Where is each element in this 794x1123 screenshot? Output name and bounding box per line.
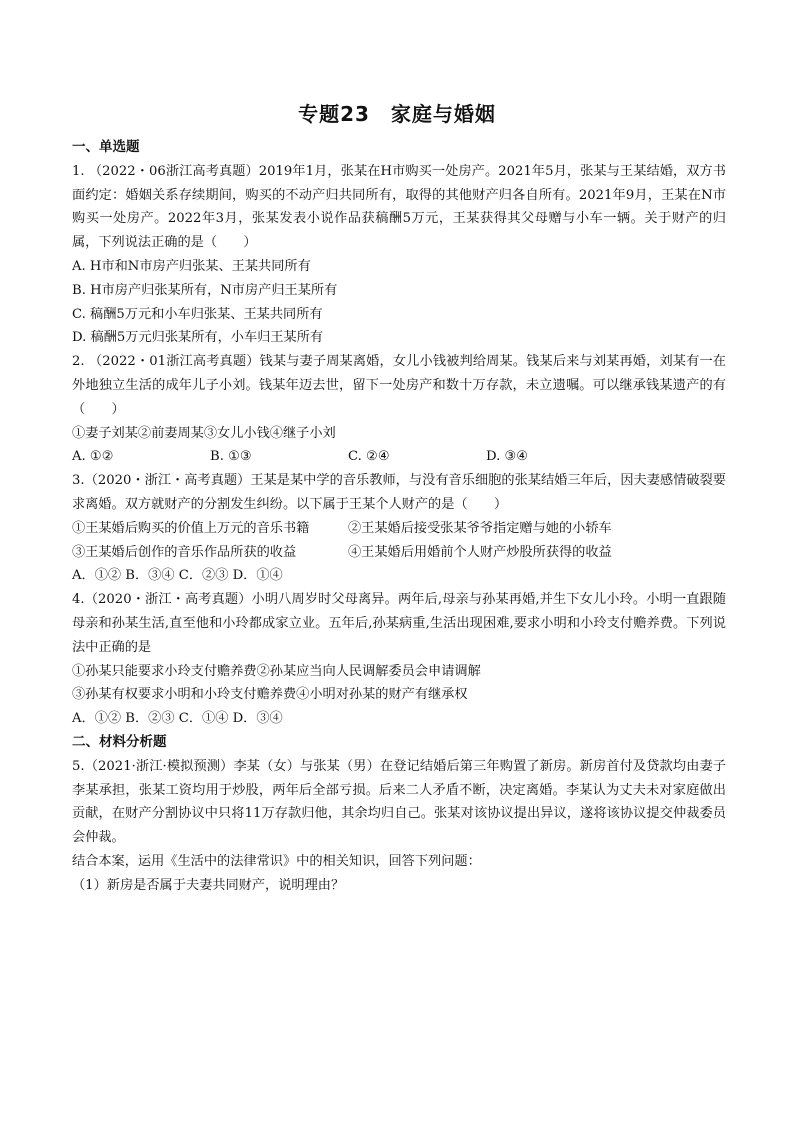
question-4-options: A．①② B．②③ C．①④ D．③④ [72,711,283,727]
question-5-subquestion-1: （1）新房是否属于夫妻共同财产，说明理由？ [72,877,345,893]
question-3 [72,469,726,588]
question-1-option-d: D. 稿酬5万元归张某所有，小车归王某所有 [72,330,324,346]
question-3-statement-3: ③王某婚后创作的音乐作品所获的收益 [72,544,297,560]
question-2 [72,350,726,469]
question-2-option-a: A. ①② [72,449,114,465]
question-3-statement-4: ④王某婚后用婚前个人财产炒股所获得的收益 [348,544,612,560]
document-body [72,136,726,898]
question-5-stem: 5.（2021·浙江·模拟预测）李某（女）与张某（男）在登记结婚后第三年购置了新房。新房首付及贷款均由妻子李某承担，张某工资均用于炒股，两年后全部亏损。后来二人矛盾不断，决定离婚。李某认为丈夫未对家庭做出贡献，在财产分割协议中只将11万存款归他，其余均归自己。张某对该协议提出异议，遂将该协议提交仲裁委员会仲裁。 [72,758,726,846]
question-3-statement-1: ①王某婚后购买的价值上万元的音乐书籍 [72,520,310,536]
question-4 [72,588,726,731]
section-heading-material-analysis: 二、材料分析题 [72,733,167,750]
question-3-options: A．①② B．③④ C．②③ D．①④ [72,568,283,584]
question-4-statements-line-2: ③孙某有权要求小明和小玲支付赡养费④小明对孙某的财产有继承权 [72,687,468,703]
question-3-statement-2: ②王某婚后接受张某爷爷指定赠与她的小轿车 [348,520,612,536]
question-1-option-c: C. 稿酬5万元和小车归张某、王某共同所有 [72,306,323,322]
question-4-stem: 4.（2020・浙江・高考真题）小明八周岁时父母离异。两年后,母亲与孙某再婚,并生下女儿小玲。小明一直跟随母亲和孙某生活,直至他和小玲都成家立业。五年后,孙某病重,生活出现困难,要求小明和小玲支付赡养费。下列说法中正确的是 [72,592,726,655]
question-1-option-a: A. H市和N市房产归张某、王某共同所有 [72,258,311,274]
question-1 [72,160,726,350]
question-5 [72,755,726,898]
question-1-option-b: B. H市房产归张某所有，N市房产归王某所有 [72,282,338,298]
page-title: 专题23 家庭与婚姻 [298,102,496,126]
question-5-prompt: 结合本案，运用《生活中的法律常识》中的相关知识，回答下列问题： [72,853,481,869]
question-2-option-b: B. ①③ [210,449,252,465]
question-3-statements-row-2 [72,541,726,565]
question-4-statements-line-1: ①孙某只能要求小玲支付赡养费②孙某应当向人民调解委员会申请调解 [72,663,481,679]
question-2-option-c: C. ②④ [348,449,390,465]
section-heading-single-choice: 一、单选题 [72,139,140,155]
question-3-stem: 3.（2020・浙江・高考真题）王某是某中学的音乐教师，与没有音乐细胞的张某结婚三年后，因夫妻感情破裂要求离婚。双方就财产的分割发生纠纷。以下属于王某个人财产的是（ ） [72,473,726,512]
question-2-options [72,445,726,469]
question-2-stem: 2. （2022・01浙江高考真题）钱某与妻子周某离婚，女儿小钱被判给周某。钱某后来与刘某再婚，刘某有一在外地独立生活的成年儿子小刘。钱某年迈去世，留下一处房产和数十万存款，未立遗嘱。可以继承钱某遗产的有（ ） [72,354,726,417]
question-1-stem: 1. （2022・06浙江高考真题）2019年1月，张某在H市购买一处房产。2021年5月，张某与王某结婚，双方书面约定：婚姻关系存续期间，购买的不动产归共同所有，取得的其他财产归各自所有。2021年9月，王某在N市购买一处房产。2022年3月，张某发表小说作品获稿酬5万元，王某获得其父母赠与小车一辆。关于财产的归属，下列说法正确的是（ ） [72,163,726,251]
question-2-statements: ①妻子刘某②前妻周某③女儿小钱④继子小刘 [72,425,336,441]
question-3-statements-row-1 [72,517,726,541]
question-2-option-d: D. ③④ [486,449,529,465]
